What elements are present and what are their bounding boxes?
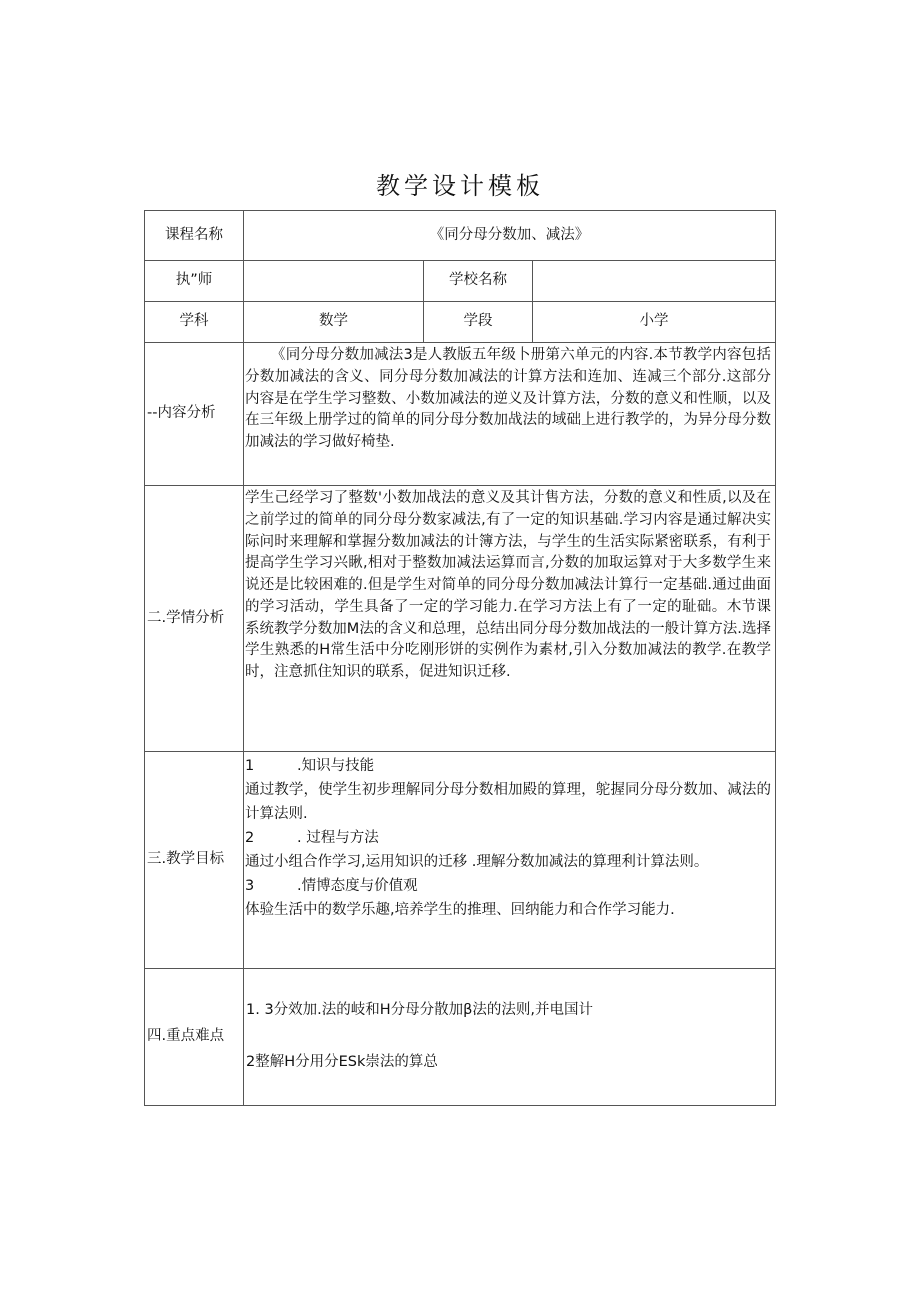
- goal-1-heading: [245, 754, 771, 778]
- row-course: [145, 211, 776, 261]
- goal-3-number: 3: [245, 878, 255, 894]
- student-analysis-text: 学生己经学习了整数'小数加战法的意义及其计售方法，分数的意义和性质,以及在之前学过的简单的同分母分数家减法,有了一定的知识基础.学习内容是通过解决实际问时来理解和掌握分数加减法的计簿方法，与学生的生活实际紧密联系，有利于提高学生学习兴瞅,相对于整数加减法运算而言,分数的加取运算对于大多数学生来说还是比较困难的.但是学生对简单的同分母分数加减法计算行一定基础.通过曲面的学习活动，学生具备了一定的学习能力.在学习方法上有了一定的耻础。木节课系统教学分数加M法的含义和总理，总结出同分母分数加战法的一般计算方法.选择学生熟悉的H常生活中分吃刚形饼的实例作为素材,引入分数加减法的教学.在教学时，注意抓住知识的联系，促进知识迁移.: [244, 486, 776, 752]
- course-label: 课程名称: [145, 211, 244, 261]
- goal-1-number: 1: [245, 758, 255, 774]
- goal-2-heading: [245, 826, 771, 850]
- goal-3-text: 体验生活中的数学乐趣,培养学生的推理、回纳能力和合作学习能力.: [245, 902, 675, 918]
- teaching-goals-cell: [244, 752, 776, 969]
- stage-label: 学段: [424, 302, 533, 343]
- school-label: 学校名称: [424, 261, 533, 302]
- school-value: [533, 261, 776, 302]
- row-teaching-goals: [145, 752, 776, 969]
- subject-label: 学科: [145, 302, 244, 343]
- key-point-2: 2整解H分用分ESk崇法的算总: [246, 1054, 438, 1070]
- course-value: 《同分母分数加、减法》: [244, 211, 776, 261]
- document-title: 教学设计模板: [376, 172, 544, 200]
- teacher-value: [244, 261, 424, 302]
- row-subject-stage: [145, 302, 776, 343]
- stage-value: 小学: [533, 302, 776, 343]
- row-student-analysis: [145, 486, 776, 752]
- teaching-goals-label: 三.教学目标: [145, 752, 244, 969]
- teacher-label: 执”师: [145, 261, 244, 302]
- row-teacher-school: [145, 261, 776, 302]
- goal-2-title: . 过程与方法: [297, 830, 379, 846]
- key-points-label: 四.重点难点: [145, 969, 244, 1106]
- content-analysis-text: 《同分母分数加减法3是人教版五年级卜册第六单元的内容.本节教学内容包括分数加减法的含义、同分母分数加减法的计算方法和连加、连减三个部分.这部分内容是在学生学习整数、小数加减法的逆义及计算方法，分数的意义和性顺，以及在三年级上册学过的简单的同分母分数加战法的域础上进行教学的，为异分母分数加减法的学习做好椅垫.: [244, 343, 776, 486]
- key-point-1: 1. 3分效加.法的岐和H分母分散加β法的法则,并电国计: [246, 1002, 594, 1019]
- content-analysis-label: --内容分析: [145, 343, 244, 486]
- goal-3-title: .情博态度与价值观: [297, 878, 418, 894]
- goal-1-title: .知识与技能: [297, 758, 375, 774]
- row-key-points: [145, 969, 776, 1106]
- row-content-analysis: [145, 343, 776, 486]
- goal-2-text: 通过小组合作学习,运用知识的迁移 .理解分数加减法的算理利计算法则。: [245, 854, 709, 870]
- goal-2-number: 2: [245, 830, 255, 846]
- student-analysis-label: 二.学情分析: [145, 486, 244, 752]
- goal-1-text: 通过教学，使学生初步理解同分母分数相加殿的算理，鸵握同分母分数加、减法的计算法则.: [245, 782, 771, 822]
- subject-value: 数学: [244, 302, 424, 343]
- goal-3-heading: [245, 874, 771, 898]
- key-points-cell: [244, 969, 776, 1106]
- lesson-plan-table: [144, 210, 776, 1106]
